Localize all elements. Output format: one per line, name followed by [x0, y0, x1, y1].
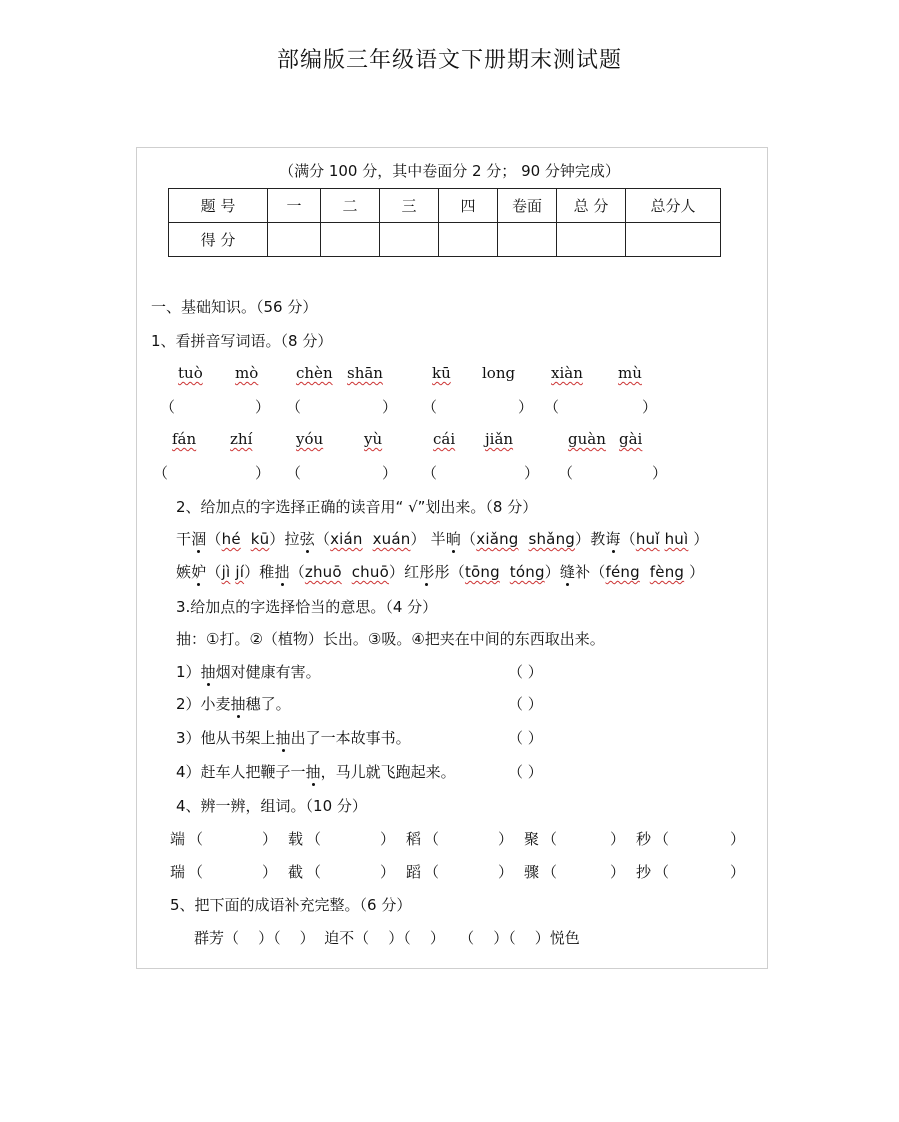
- header-cell: 总 分: [557, 189, 626, 223]
- score-input-cell[interactable]: [380, 223, 439, 257]
- dotted-char: 抽: [275, 729, 291, 747]
- score-table-score-row: [169, 223, 721, 257]
- char: 半: [430, 530, 446, 548]
- pinyin: jiǎn: [485, 430, 514, 448]
- answer-blank-open[interactable]: （: [422, 398, 438, 416]
- char: 教: [590, 530, 606, 548]
- answer-blank-close: ）: [262, 830, 278, 848]
- word-char: 秒: [636, 830, 652, 848]
- pinyin-option[interactable]: shǎng: [528, 530, 575, 548]
- dotted-char: 缝: [559, 563, 576, 581]
- pinyin: yóu: [296, 430, 324, 448]
- score-input-cell[interactable]: [626, 223, 721, 257]
- pinyin-option[interactable]: jì: [221, 563, 231, 581]
- pinyin-option[interactable]: xiǎng: [476, 530, 519, 548]
- score-table: [168, 188, 721, 257]
- char: 彤: [434, 563, 450, 581]
- pinyin-option[interactable]: xuán: [372, 530, 411, 548]
- dotted-char: 拙: [274, 563, 290, 581]
- pinyin-option[interactable]: hé: [221, 530, 241, 548]
- section-heading: 一、基础知识。（56 分）: [151, 298, 318, 316]
- paren: ）: [693, 530, 709, 548]
- row-label-cell: 得 分: [169, 223, 268, 257]
- pinyin: kū: [432, 364, 451, 382]
- pinyin-option[interactable]: huǐ: [635, 530, 660, 548]
- answer-blank[interactable]: （: [542, 830, 558, 848]
- header-cell: 三: [380, 189, 439, 223]
- pinyin: mò: [235, 364, 259, 382]
- item-text: ，马儿就飞跑起来。: [320, 763, 456, 781]
- answer-blank[interactable]: （: [188, 830, 204, 848]
- item-text: 烟对健康有害。: [215, 663, 321, 681]
- paren: （: [206, 563, 222, 581]
- pinyin: chèn: [296, 364, 333, 382]
- answer-blank-close: ）: [380, 830, 396, 848]
- word-char: 端: [170, 830, 186, 848]
- question-2-title: 2、给加点的字选择正确的读音用“ √”划出来。（8 分）: [176, 498, 538, 516]
- word-char: 稻: [406, 830, 422, 848]
- answer-blank-close: ）: [642, 398, 658, 416]
- char: 嫉: [176, 563, 192, 581]
- question-3-meanings: 抽：①打。②（植物）长出。③吸。④把夹在中间的东西取出来。: [176, 630, 605, 648]
- pinyin-option[interactable]: huì: [664, 530, 689, 548]
- score-input-cell[interactable]: [321, 223, 380, 257]
- question-5-title: 5、把下面的成语补充完整。（6 分）: [170, 896, 412, 914]
- answer-blank-close: ）: [498, 863, 514, 881]
- paren: ）: [388, 563, 405, 581]
- answer-blank-open[interactable]: （: [422, 464, 438, 482]
- dotted-char: 抽: [230, 695, 246, 713]
- pinyin: gài: [619, 430, 643, 448]
- pinyin: cái: [433, 430, 456, 448]
- pinyin: long: [482, 364, 516, 382]
- item-text: 穗了。: [245, 695, 291, 713]
- char: 干: [176, 530, 192, 548]
- answer-blank-close: ）: [380, 863, 396, 881]
- paren: （: [461, 530, 477, 548]
- dotted-char: 涸: [191, 530, 207, 548]
- pinyin: xiàn: [551, 364, 583, 382]
- dotted-char: 妒: [191, 563, 207, 581]
- paren: ）: [269, 530, 285, 548]
- header-cell: 卷面: [498, 189, 557, 223]
- char: 拉: [284, 530, 300, 548]
- answer-blank-close: ）: [382, 464, 398, 482]
- paren: ）: [544, 563, 560, 581]
- answer-blank[interactable]: （ ）: [508, 663, 543, 681]
- word-char: 瑞: [170, 863, 186, 881]
- item-text: 3）他从书架上: [176, 729, 276, 747]
- pinyin-option[interactable]: xián: [330, 530, 363, 548]
- score-input-cell[interactable]: [557, 223, 626, 257]
- answer-blank-open[interactable]: （: [160, 398, 176, 416]
- header-cell: 题 号: [169, 189, 268, 223]
- pinyin: fán: [172, 430, 197, 448]
- dotted-char: 彤: [419, 563, 435, 581]
- answer-blank-close: ）: [498, 830, 514, 848]
- pinyin-option[interactable]: jí: [235, 563, 245, 581]
- answer-blank-close: ）: [382, 398, 398, 416]
- dotted-char: 诲: [605, 530, 621, 548]
- paren: （: [620, 530, 636, 548]
- word-char: 截: [288, 863, 304, 881]
- pinyin: tuò: [178, 364, 203, 382]
- dotted-char: 弦: [299, 530, 315, 548]
- paren: （: [590, 563, 606, 581]
- char: 红: [404, 563, 420, 581]
- question-3-item: [176, 761, 456, 782]
- item-text: 1）: [176, 663, 201, 681]
- pinyin-option[interactable]: zhuō: [304, 563, 342, 581]
- pinyin-option[interactable]: fèng: [649, 563, 685, 581]
- pinyin: zhí: [230, 430, 253, 448]
- word-char: 聚: [524, 830, 540, 848]
- word-char: 骤: [524, 863, 540, 881]
- header-cell: 一: [268, 189, 321, 223]
- pinyin-option[interactable]: tōng: [464, 563, 500, 581]
- paren: （: [206, 530, 222, 548]
- paren: ）: [689, 563, 705, 581]
- header-cell: 总分人: [626, 189, 721, 223]
- answer-blank-close: ）: [524, 464, 540, 482]
- pinyin: yù: [364, 430, 383, 448]
- dotted-char: 抽: [305, 763, 321, 781]
- answer-blank[interactable]: （: [188, 863, 204, 881]
- question-5-idioms[interactable]: 群芳（ ）（ ） 迫不（ ）（ ） （ ）（ ）悦色: [194, 929, 580, 947]
- answer-blank[interactable]: （: [306, 863, 322, 881]
- answer-blank[interactable]: （ ）: [508, 695, 543, 713]
- question-2-line-1: [176, 528, 709, 549]
- answer-blank[interactable]: （: [424, 830, 440, 848]
- answer-blank-close: ）: [652, 464, 668, 482]
- paren: ）: [244, 563, 260, 581]
- paren: （: [289, 563, 305, 581]
- word-char: 载: [288, 830, 304, 848]
- answer-blank-open[interactable]: （: [286, 464, 302, 482]
- answer-blank-close: ）: [730, 863, 746, 881]
- paren: ）: [575, 530, 591, 548]
- answer-blank[interactable]: （ ）: [508, 763, 543, 781]
- char: 补: [575, 563, 591, 581]
- item-text: 4）赶车人把鞭子一: [176, 763, 306, 781]
- score-table-header-row: [169, 189, 721, 223]
- exam-frame: [136, 147, 768, 969]
- item-text: 出了一本故事书。: [290, 729, 411, 747]
- dotted-char: 抽: [200, 663, 216, 681]
- answer-blank-open[interactable]: （: [544, 398, 560, 416]
- answer-blank[interactable]: （: [542, 863, 558, 881]
- answer-blank-close: ）: [518, 398, 534, 416]
- score-input-cell[interactable]: [498, 223, 557, 257]
- answer-blank[interactable]: （ ）: [508, 729, 543, 747]
- question-4-title: 4、辨一辨，组词。（10 分）: [176, 797, 367, 815]
- pinyin: guàn: [568, 430, 606, 448]
- paren: （: [449, 563, 465, 581]
- answer-blank-open[interactable]: （: [286, 398, 302, 416]
- answer-blank-close: ）: [255, 398, 271, 416]
- question-3-item: [176, 693, 291, 714]
- page-title: 部编版三年级语文下册期末测试题: [276, 48, 622, 73]
- question-3-item: [176, 727, 411, 748]
- question-3-item: [176, 661, 321, 682]
- answer-blank-close: ）: [610, 830, 626, 848]
- answer-blank-close: ）: [262, 863, 278, 881]
- answer-blank-open[interactable]: （: [153, 464, 169, 482]
- question-2-line-2: [176, 561, 704, 582]
- answer-blank-close: ）: [255, 464, 271, 482]
- score-input-cell[interactable]: [268, 223, 321, 257]
- answer-blank-close: ）: [610, 863, 626, 881]
- pinyin-option[interactable]: chuō: [351, 563, 389, 581]
- pinyin: shān: [347, 364, 383, 382]
- pinyin: mù: [618, 364, 642, 382]
- header-cell: 四: [439, 189, 498, 223]
- answer-blank-close: ）: [730, 830, 746, 848]
- answer-blank[interactable]: （: [654, 830, 670, 848]
- paren: ）: [410, 530, 426, 548]
- item-text: 2）小麦: [176, 695, 231, 713]
- header-cell: 二: [321, 189, 380, 223]
- question-1-title: 1、看拼音写词语。（8 分）: [151, 332, 333, 350]
- answer-blank[interactable]: （: [306, 830, 322, 848]
- pinyin-option[interactable]: tóng: [509, 563, 545, 581]
- exam-subtitle: （满分 100 分，其中卷面分 2 分； 90 分钟完成）: [279, 162, 620, 180]
- answer-blank[interactable]: （: [424, 863, 440, 881]
- answer-blank-open[interactable]: （: [558, 464, 574, 482]
- paren: （: [314, 530, 331, 548]
- word-char: 抄: [636, 863, 652, 881]
- score-input-cell[interactable]: [439, 223, 498, 257]
- answer-blank[interactable]: （: [654, 863, 670, 881]
- question-3-title: 3.给加点的字选择恰当的意思。（4 分）: [176, 598, 438, 616]
- pinyin-option[interactable]: féng: [605, 563, 640, 581]
- pinyin-option[interactable]: kū: [250, 530, 270, 548]
- word-char: 蹈: [406, 863, 422, 881]
- char: 稚: [259, 563, 275, 581]
- dotted-char: 晌: [445, 530, 462, 548]
